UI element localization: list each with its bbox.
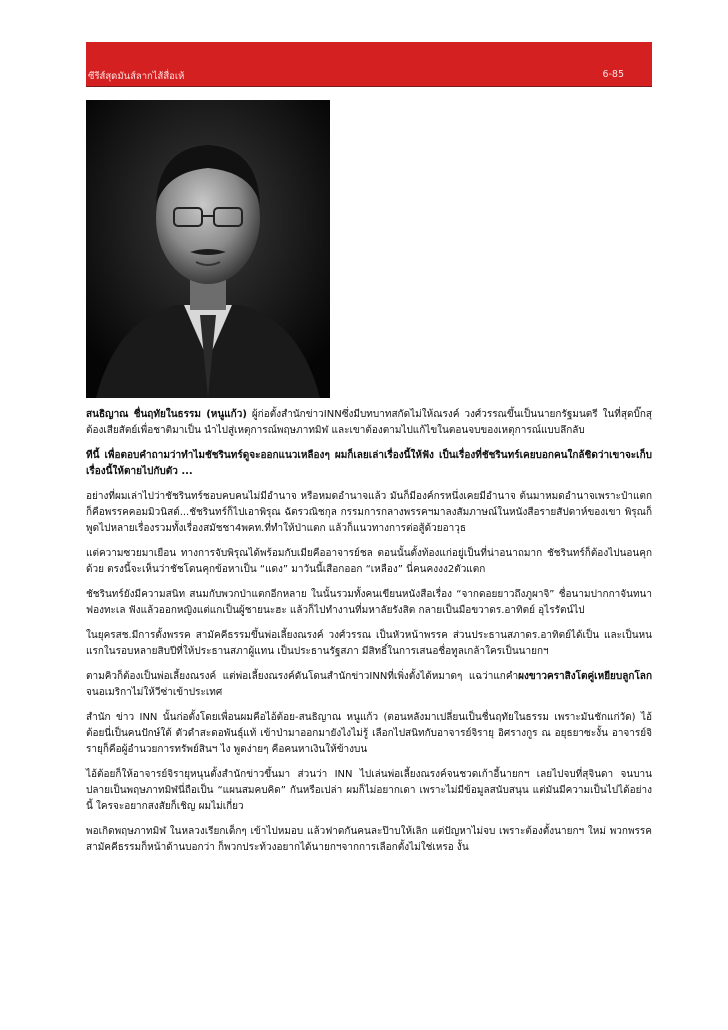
paragraph-7: [86, 669, 652, 701]
paragraph-2-bold: ทีนี้ เพื่อตอบคำถามว่าทำไมชัชรินทร์ดูจะออกแนวเหลืองๆ ผมก็เลยเล่าเรื่องนี้ให้ฟัง เป็นเรื่องที่ชัชรินทร์เคยบอกคนใกล้ชิดว่าเขาจะเก็บเรื่องนี้ให้ตายไปกับตัว ...: [86, 450, 652, 477]
paragraph-9: ไอ้ต้อยก็ให้อาจารย์จิรายุหนุนตั้งสำนักข่าวขึ้นมา ส่วนว่า INN ไปเล่นพ่อเลี้ยงณรงค์จนชวดเก้าอี้นายกฯ เลยไปจบที่สุจินดา จนบานปลายเป็นพฤษภาทมิฬนี่ถือเป็น “แผนสมคบคิด” กันหรือเปล่า ผมก็ไม่อยากเดา เพราะไม่มีข้อมูลสนับสนุน แต่มันมีความเป็นไปได้อย่างนี้ ใครจะอยากสงสัยก็เชิญ ผมไม่เกี่ยว: [86, 769, 652, 812]
paragraph-5: ชัชรินทร์ยังมีความสนิท สนมกับพวกป่าแตกอีกหลาย ในนั้นรวมทั้งคนเขียนหนังสือเรื่อง “จากดอยยาวถึงภูผาจิ” ชื่อนามปากกาจันทนา ฟองทะเล ฟังแล้วออกหญิงแต่แกเป็นผู้ชายนะฮะ แล้วก็ไปทำงานที่มหาลัยรังสิต กลายเป็นมือขวาดร.อาทิตย์ อุไรรัตน์ไป: [86, 589, 652, 616]
paragraph-7-pre: ตามคิวก็ต้องเป็นพ่อเลี้ยงณรงค์ แต่พ่อเลี้ยงณรงค์ดันโดนสำนักข่าวINNที่เพิ่งตั้งได้หมาดๆ แฉว่าแกคำ: [86, 671, 519, 682]
paragraph-8: สำนัก ข่าว INN นั้นก่อตั้งโดยเพื่อนผมคือไอ้ต้อย-สนธิญาณ หนูแก้ว (ตอนหลังมาเปลี่ยนเป็นชื่นฤทัยในธรรม เพราะมันชักแก่วัด) ไอ้ต้อยนี่เป็นคนปักษ์ใต้ ตัวดำสะดอพันธุ์แท้ เข้าป่ามาออกมายังไงไม่รู้ เลือกไปสนิทกับอาจารย์จิรายุ อิศรางกูร ณ อยุธยาซะงั้น อาจารย์จิรายุก็คือผู้อำนวยการทรัพย์สินฯ ไง พูดง่ายๆ คือคนหาเงินให้ข้างบน: [86, 712, 652, 755]
paragraph-1: [86, 407, 652, 439]
header-title: ซีรีส์สุดมันส์ลากไส้สื่อเห้: [88, 71, 185, 82]
article-body: [86, 407, 652, 865]
paragraph-4: แต่ความซวยมาเยือน ทางการจับพิรุณได้พร้อมกับเมียคืออาจารย์ชล ตอนนั้นตั้งท้องแก่อยู่เป็นที่น่าอนาถมาก ชัชรินทร์ก็ต้องไปนอนคุกด้วย ตรงนี้จะเห็นว่าชัชโดนคุกข้อหาเป็น “แดง” มาวันนี้เสือกออก “เหลือง” นี่คนคงงง2ตัวแตก: [86, 548, 652, 575]
portrait-image: [86, 100, 330, 398]
portrait-photo: [86, 100, 330, 398]
person-name-lead: สนธิญาณ ชื่นฤทัยในธรรม (หนูแก้ว): [86, 409, 247, 420]
paragraph-7-post: จนอเมริกาไม่ให้วีซ่าเข้าประเทศ: [86, 687, 223, 698]
header-bar: [86, 42, 652, 87]
paragraph-3: อย่างที่ผมเล่าไปว่าชัชรินทร์ชอบคบคนไม่มีอำนาจ หรือหมดอำนาจแล้ว มันก็มีองค์กรหนึ่งเคยมีอำนาจ ต้นมาหมดอำนาจเพราะป๋าแตก ก็คือพรรคคอมมิวนิสต์...ชัชรินทร์ก็ไปเอาพิรุณ ฉัตรวณิชกุล กรรมการกลางพรรคฯมาลงสัมภาษณ์ในหนังสือรายสัปดาห์ของเขา พิรุณก็พูดไปหลายเรื่องรวมทั้งเรื่องสมัชชา4พคท.ที่ทำให้ป่าแตก แล้วก็แนวทางการต่อสู้ด้วยอาวุธ: [86, 491, 652, 534]
page-reference: 6-85: [602, 69, 624, 80]
paragraph-7-bold: ผงขาวคราสิงโตคู่เหยียบลูกโลก: [518, 671, 652, 682]
paragraph-6: ในยุครสช.มีการตั้งพรรค สามัคคีธรรมขึ้นพ่อเลี้ยงณรงค์ วงศ์วรรณ เป็นหัวหน้าพรรค ส่วนประธานสภาดร.อาทิตย์ได้เป็น และเป็นหนแรกในรอบหลายสิบปีที่ให้ประธานสภาผู้แทน เป็นประธานรัฐสภา มีสิทธิ์ในการเสนอชื่อทูลเกล้าใครเป็นนายกฯ: [86, 630, 652, 657]
paragraph-10: พอเกิดพฤษภาทมิฬ ในหลวงเรียกเด็กๆ เข้าไปหมอบ แล้วฟาดกันคนละป๊าบให้เลิก แต่ปัญหาไม่จบ เพราะต้องตั้งนายกฯ ใหม่ พวกพรรคสามัคคีธรรมก็หน้าด้านบอกว่า ก็พวกประท้วงอยากได้นายกฯจากการเลือกตั้งไม่ใช่เหรอ งั้น: [86, 826, 652, 853]
paragraph-1-text: ผู้ก่อตั้งสำนักข่าวINNซึ่งมีบทบาทสกัดไม่ให้ณรงค์ วงศ์วรรณขึ้นเป็นนายกรัฐมนตรี ในที่สุดบิ๊กสุต้องเสียสัตย์เพื่อชาติมาเป็น นำไปสู่เหตุการณ์พฤษภาทมิฬ และเขาต้องตามไปแก้ไขในตอนจบของเหตุการณ์แบบลึกลับ: [86, 409, 652, 436]
